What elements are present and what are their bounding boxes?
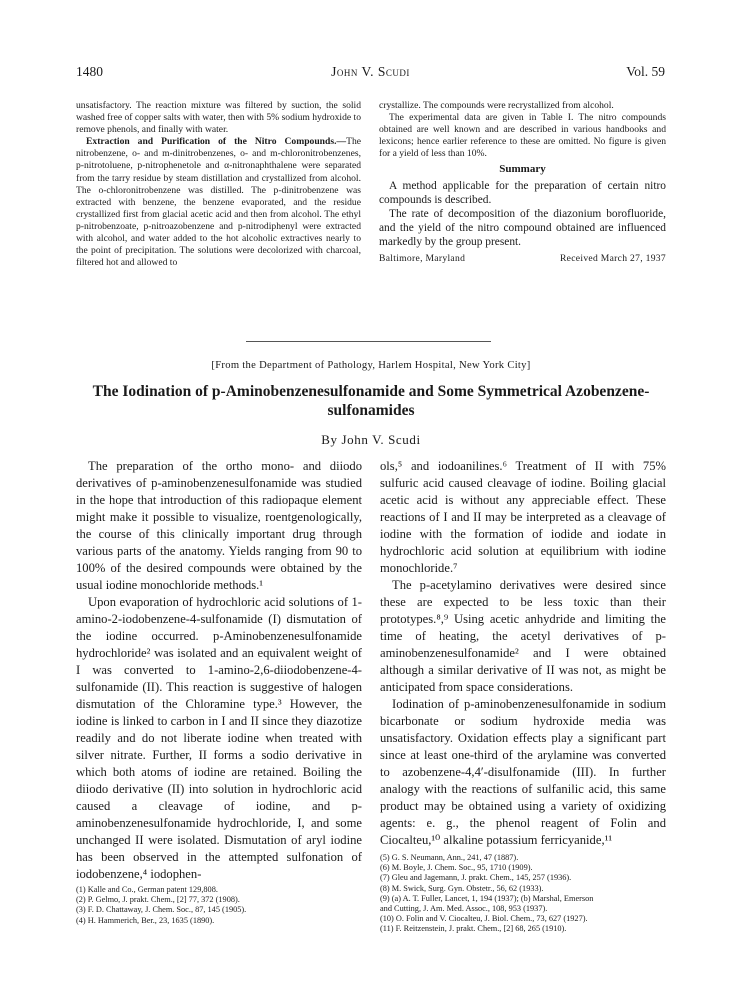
running-head-author: John V. Scudi (331, 64, 410, 79)
article-right-column (380, 458, 666, 935)
footnote: (2) P. Gelmo, J. prakt. Chem., [2] 77, 372 (1908). (76, 895, 240, 905)
footnote: (9) (a) A. T. Fuller, Lancet, 1, 194 (1937); (b) Marshal, Emerson (380, 893, 594, 903)
footnote: (5) G. S. Neumann, Ann., 241, 47 (1887). (380, 853, 519, 862)
summary-paragraph: The rate of decomposition of the diazonium borofluoride, and the yield of the nitro compound obtained are influenced markedly by the group present. (379, 207, 666, 249)
page-number: 1480 (76, 64, 103, 79)
footnote: (11) F. Reitzenstein, J. prakt. Chem., [2] 68, 265 (1910). (380, 924, 567, 934)
footnote: (4) H. Hammerich, Ber., 23, 1635 (1890). (76, 915, 215, 925)
previous-article-left-column (76, 100, 361, 269)
paragraph: The preparation of the ortho mono- and diiodo derivatives of p-aminobenzenesulfonamide was studied in the hope that introduction of this radiopaque element might make it possible to visualize, roentgenologically, the course of this clinically important drug through various parts of the anatomy. Yields ranging from 90 to 100% of the desired compounds were obtained by the usual iodine monochloride methods.¹ (76, 459, 362, 592)
footnote: (10) O. Folin and V. Ciocalteu, J. Biol. Chem., 73, 627 (1927). (380, 914, 588, 924)
article-left-column (76, 458, 362, 926)
paragraph-text: The nitrobenzene, o- and m-dinitrobenzenes, o- and m-chloronitrobenzenes, p-nitrotoluene, p-nitrophenetole and α-nitronaphthalene were separated from the tarry residue by steam distillation and crystallized from alcohol. The o-chloronitrobenzene was distilled. The p-dinitrobenzene was extracted with benzene, the benzene evaporated, and the residue crystallized first from glacial acetic acid and then from alcohol. The ethyl p-nitrobenzoate, p-nitroazobenzene and p-nitrodiphenyl were extracted with alcohol, and water added to the hot alcoholic extractives nearly to the point of precipitation. The solutions were decolorized with charcoal, filtered hot and allowed to (76, 136, 361, 269)
previous-article-end (76, 100, 666, 335)
paragraph: ols,⁵ and iodoanilines.⁶ Treatment of II with 75% sulfuric acid caused cleavage of iodine. Boiling glacial acetic acid is without any appreciable effect. These reactions of I and II may be interpreted as a cleavage of iodine with the formation of iodide and iodate in hydrochloric acid solution at equilibrium with iodine monochloride.⁷ (380, 459, 666, 575)
footnote: (7) Gleu and Jagemann, J. prakt. Chem., 145, 257 (1936). (380, 873, 572, 883)
footnote: and Cutting, J. Am. Med. Assoc., 108, 953 (1937). (380, 904, 548, 914)
footnotes-left (76, 885, 362, 926)
received-date: Received March 27, 1937 (559, 252, 666, 264)
paragraph: The experimental data are given in Table I. The nitro compounds obtained are well known and are described in various handbooks and lexicons; hence earlier reference to these are omitted. No figure is given for a yield of less than 10%. (379, 112, 666, 160)
article-body (76, 458, 666, 963)
summary-paragraph: A method applicable for the preparation of certain nitro compounds is described. (379, 179, 666, 206)
volume-number: Vol. 59 (626, 64, 665, 79)
department-line: [From the Department of Pathology, Harlem Hospital, New York City] (211, 360, 531, 371)
footnote: (1) Kalle and Co., German patent 129,808. (76, 885, 218, 894)
previous-article-right-column (379, 100, 666, 266)
article-byline: By John V. Scudi (321, 432, 421, 447)
signature-line (379, 253, 666, 266)
article-title: The Iodination of p-Aminobenzenesulfonamide and Some Symmetrical Azobenzene-sulfonamides (92, 383, 650, 419)
footnotes-right (380, 853, 666, 935)
footnote: (3) F. D. Chattaway, J. Chem. Soc., 87, 145 (1905). (76, 905, 247, 915)
running-head (76, 64, 665, 84)
paragraph: crystallize. The compounds were recrystallized from alcohol. (379, 100, 614, 111)
runin-heading: Extraction and Purification of the Nitro Compounds.— (86, 136, 347, 148)
summary-heading: Summary (499, 163, 546, 176)
paragraph: Upon evaporation of hydrochloric acid solutions of 1-amino-2-iodobenzene-4-sulfonamide (I) dismutation of the iodine occurred. p-Aminobenzenesulfonamide hydrochloride² was isolated and an equivalent weight of I was converted to 1-amino-2,6-diiodobenzene-4-sulfonamide (II). This reaction is suggestive of halogen dismutation of the Chloramine type.³ However, the iodine is linked to carbon in I and II since they diazotize readily and do not liberate iodine when treated with silver nitrate. Further, II forms a sodio derivative in which both atoms of iodine are retained. Boiling the diiodo derivative (II) into solution in hydrochloric acid caused a cleavage of iodine, and p-aminobenzenesulfonamide hydrochloride, I, and some unchanged II were isolated. Dismutation of aryl iodine has been observed in the attempted sulfonation of iodobenzene,⁴ iodophen- (76, 595, 362, 881)
paragraph (76, 136, 361, 269)
paragraph: Iodination of p-aminobenzenesulfonamide in sodium bicarbonate or sodium hydroxide media was unsatisfactory. Oxidation effects play a significant part since at least one-third of the arylamine was converted to azobenzene-4,4′-disulfonamide (III). In further analogy with the reactions of sulfanilic acid, this same product may be obtained using a variety of oxidizing agents: e. g., the phenol reagent of Folin and Ciocalteu,¹⁰ alkaline potassium ferricyanide,¹¹ (380, 697, 666, 847)
footnote: (8) M. Swick, Surg. Gyn. Obstetr., 56, 62 (1933). (380, 883, 544, 893)
footnote: (6) M. Boyle, J. Chem. Soc., 95, 1710 (1909). (380, 863, 533, 873)
paragraph: The p-acetylamino derivatives were desired since these are expected to be less toxic than their prototypes.⁸,⁹ Using acetic anhydride and limiting the time of heating, the acetyl derivatives of p-aminobenzenesulfonamide² and I were obtained although a similar derivative of II was not, as might be anticipated from space considerations. (380, 578, 666, 694)
author-location: Baltimore, Maryland (379, 252, 466, 264)
paragraph: unsatisfactory. The reaction mixture was filtered by suction, the solid washed free of copper salts with water, then with 5% sodium hydroxide to remove phenols, and finally with water. (76, 100, 361, 136)
section-divider (246, 341, 491, 342)
